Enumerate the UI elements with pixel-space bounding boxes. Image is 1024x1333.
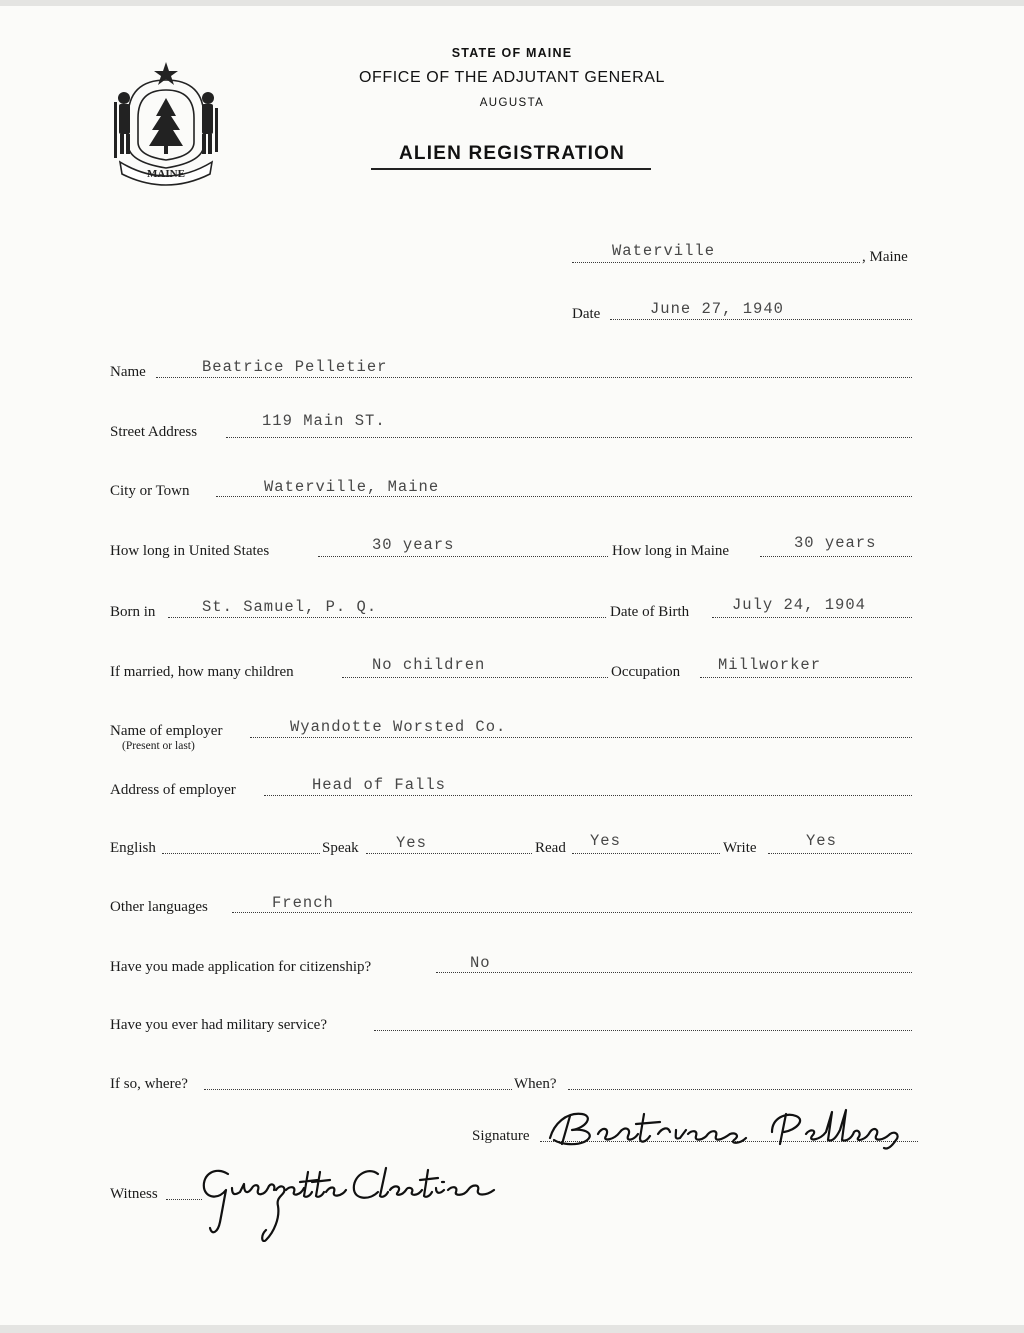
header-city: AUGUSTA bbox=[479, 97, 545, 109]
english-label: English bbox=[110, 840, 156, 856]
form-title: ALIEN REGISTRATION bbox=[398, 143, 626, 164]
born-in-label: Born in bbox=[110, 604, 156, 620]
citizenship-line bbox=[436, 972, 912, 973]
title-underline bbox=[371, 168, 651, 170]
us-duration-label: How long in United States bbox=[110, 543, 270, 559]
header-office: OFFICE OF THE ADJUTANT GENERAL bbox=[358, 69, 666, 86]
dob-label: Date of Birth bbox=[610, 604, 690, 620]
military-label: Have you ever had military service? bbox=[110, 1017, 327, 1033]
signature-handwriting-icon bbox=[540, 1104, 920, 1152]
us-duration-line bbox=[318, 556, 608, 557]
signature-label: Signature bbox=[472, 1128, 530, 1144]
when-label: When? bbox=[514, 1076, 557, 1092]
date-value: June 27, 1940 bbox=[650, 300, 784, 318]
children-line bbox=[342, 677, 608, 678]
street-label: Street Address bbox=[110, 424, 198, 440]
write-line bbox=[768, 853, 912, 854]
when-line bbox=[568, 1089, 912, 1090]
born-in-value: St. Samuel, P. Q. bbox=[202, 598, 378, 616]
employer-value: Wyandotte Worsted Co. bbox=[290, 718, 507, 736]
dob-line bbox=[712, 617, 912, 618]
speak-line bbox=[366, 853, 532, 854]
us-duration-value: 30 years bbox=[372, 536, 455, 554]
date-label: Date bbox=[572, 306, 601, 322]
street-value: 119 Main ST. bbox=[262, 412, 386, 430]
other-languages-line bbox=[232, 912, 912, 913]
street-line bbox=[226, 437, 912, 438]
place-line bbox=[572, 262, 860, 263]
occupation-label: Occupation bbox=[611, 664, 681, 680]
citizenship-label: Have you made application for citizenship? bbox=[110, 959, 372, 975]
scan-border-bottom bbox=[0, 1325, 1024, 1333]
header-state: STATE OF MAINE bbox=[451, 46, 573, 60]
children-label: If married, how many children bbox=[110, 664, 294, 680]
name-line bbox=[156, 377, 912, 378]
maine-duration-line bbox=[760, 556, 912, 557]
born-in-line bbox=[168, 617, 606, 618]
maine-duration-value: 30 years bbox=[794, 534, 877, 552]
witness-handwriting-icon bbox=[196, 1160, 506, 1242]
english-line bbox=[162, 853, 320, 854]
read-line bbox=[572, 853, 720, 854]
children-value: No children bbox=[372, 656, 486, 674]
name-label: Name bbox=[110, 364, 146, 380]
where-label: If so, where? bbox=[110, 1076, 188, 1092]
dob-value: July 24, 1904 bbox=[732, 596, 866, 614]
other-languages-value: French bbox=[272, 894, 334, 912]
employer-address-line bbox=[264, 795, 912, 796]
military-line bbox=[374, 1030, 912, 1031]
seal-banner-text: MAINE bbox=[147, 168, 185, 180]
write-value: Yes bbox=[806, 832, 837, 850]
city-label: City or Town bbox=[110, 483, 190, 499]
read-label: Read bbox=[535, 840, 566, 856]
occupation-value: Millworker bbox=[718, 656, 822, 674]
maine-seal-icon bbox=[110, 58, 222, 186]
employer-label: Name of employer bbox=[110, 723, 223, 739]
place-suffix: , Maine bbox=[862, 249, 908, 265]
citizenship-value: No bbox=[470, 954, 491, 972]
write-label: Write bbox=[723, 840, 757, 856]
occupation-line bbox=[700, 677, 912, 678]
place-value: Waterville bbox=[612, 242, 716, 260]
witness-label: Witness bbox=[110, 1186, 158, 1202]
employer-address-value: Head of Falls bbox=[312, 776, 446, 794]
employer-address-label: Address of employer bbox=[110, 782, 236, 798]
name-value: Beatrice Pelletier bbox=[202, 358, 388, 376]
city-line bbox=[216, 496, 912, 497]
employer-sublabel: (Present or last) bbox=[122, 740, 195, 752]
speak-value: Yes bbox=[396, 834, 427, 852]
date-line bbox=[610, 319, 912, 320]
scan-border-top bbox=[0, 0, 1024, 6]
city-value: Waterville, Maine bbox=[264, 478, 440, 496]
maine-duration-label: How long in Maine bbox=[612, 543, 730, 559]
where-line bbox=[204, 1089, 512, 1090]
other-languages-label: Other languages bbox=[110, 899, 208, 915]
read-value: Yes bbox=[590, 832, 621, 850]
employer-line bbox=[250, 737, 912, 738]
speak-label: Speak bbox=[322, 840, 359, 856]
